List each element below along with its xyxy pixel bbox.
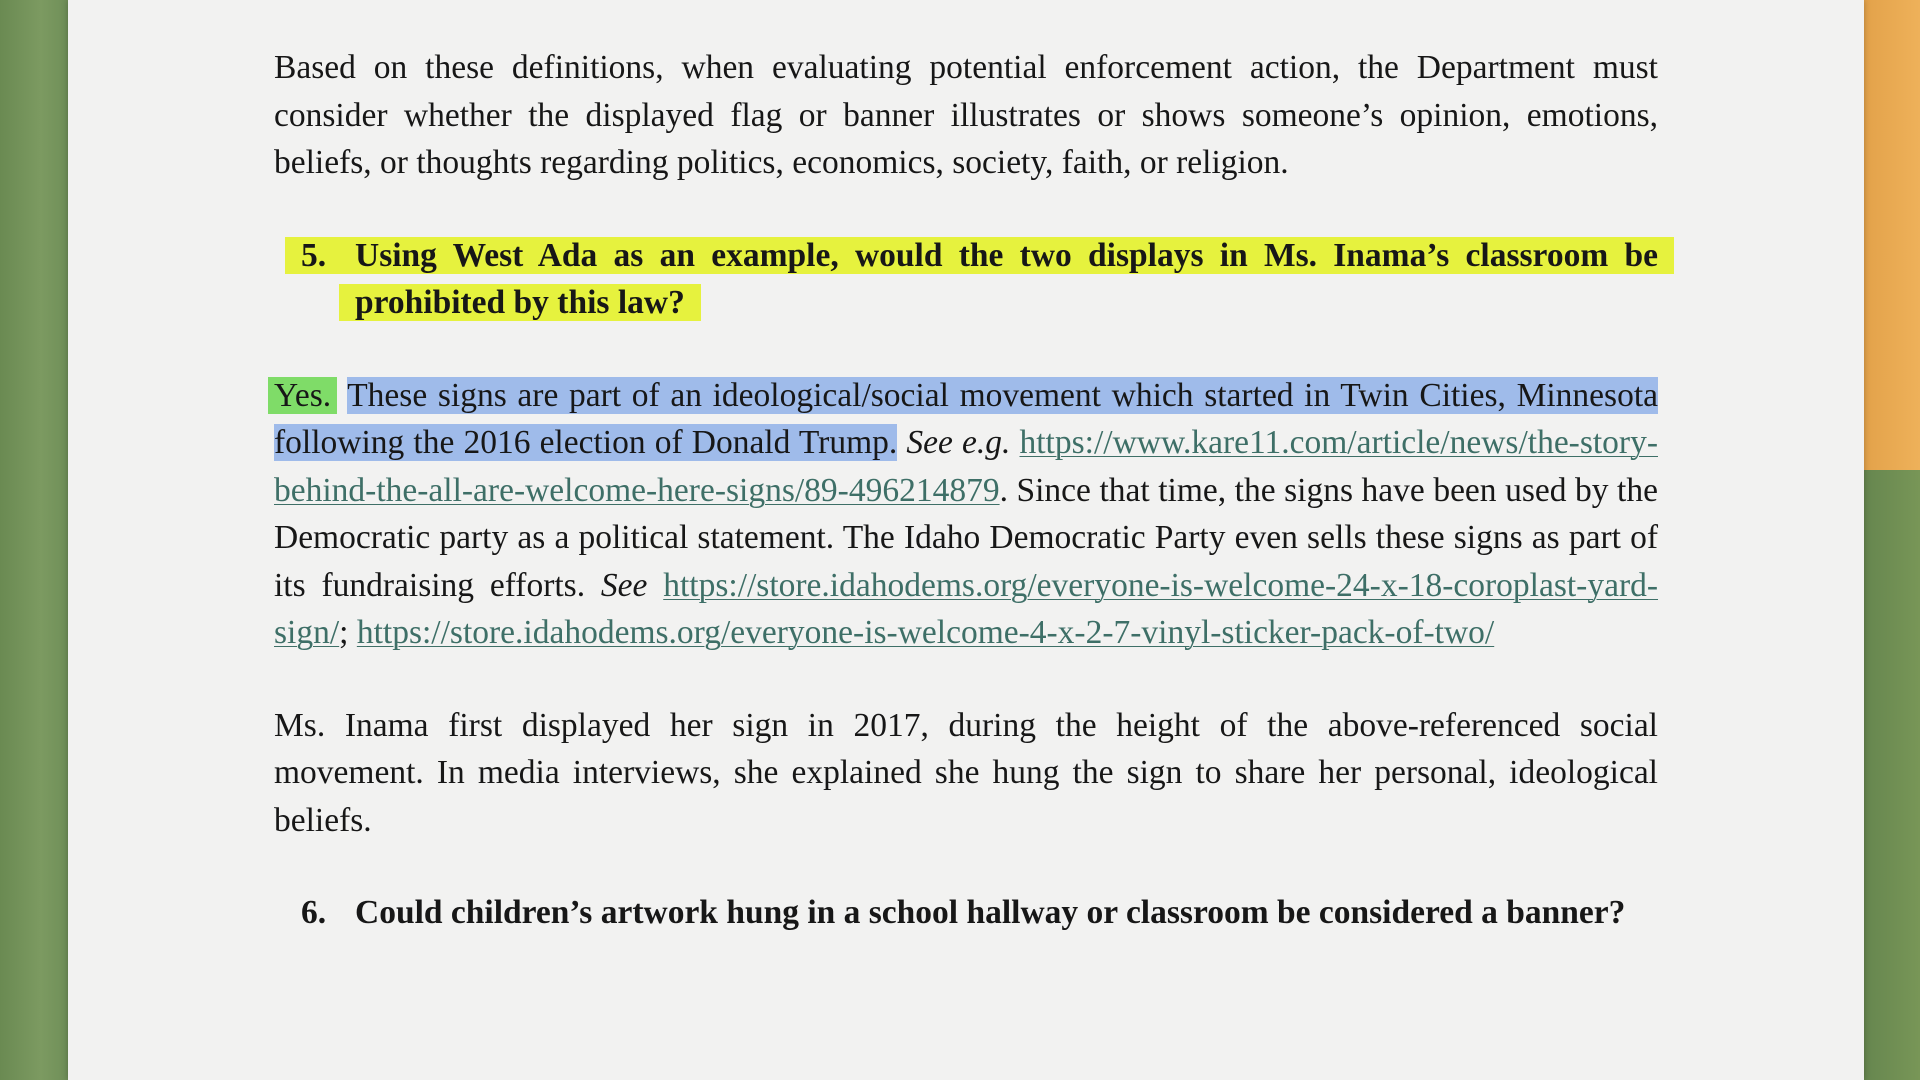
question-5-highlight: Using West Ada as an example, would the two displays in Ms. Inama’s classroom be prohibited by this law? [355, 236, 1658, 321]
answer-continuation: . Since that time, the signs have been used by the Democratic party as a political statement. The Idaho Democratic Party even sells these signs as part of its fundraising efforts. [274, 471, 1658, 604]
see-eg: See e.g. [906, 424, 1011, 461]
background-right-orange [1864, 0, 1920, 470]
question-5 [274, 232, 1658, 327]
question-6-text: Could children’s artwork hung in a school hallway or classroom be considered a banner? [355, 894, 1626, 931]
kare11-link[interactable]: https://www.kare11.com/article/news/the-story-behind-the-all-are-welcome-here-signs/89-496214879 [274, 424, 1658, 509]
answer-paragraph [274, 372, 1658, 657]
background-left-green [0, 0, 68, 1080]
document-content [274, 44, 1658, 937]
answer-yes: Yes. [268, 377, 337, 414]
idahodems-sticker-link[interactable]: https://store.idahodems.org/everyone-is-welcome-4-x-2-7-vinyl-sticker-pack-of-two/ [356, 614, 1495, 651]
paragraph-inama: Ms. Inama first displayed her sign in 2017, during the height of the above-referenced social movement. In media interviews, she explained she hung the sign to share her personal, ideological beliefs. [274, 706, 1658, 839]
question-5-number: 5. [301, 236, 327, 274]
question-6 [274, 889, 1658, 937]
semicolon: ; [339, 614, 349, 651]
question-5-text [355, 232, 1658, 327]
answer-highlighted-text: These signs are part of an ideological/social movement which started in Twin Cities, Minnesota following the 2016 election of Donald Trump. [274, 376, 1658, 461]
paragraph-definitions: Based on these definitions, when evaluating potential enforcement action, the Department must consider whether the displayed flag or banner illustrates or shows someone’s opinion, emotions, beliefs, or thoughts regarding politics, economics, society, faith, or religion. [274, 49, 1658, 181]
background-right-green [1864, 470, 1920, 1080]
question-6-number: 6. [301, 894, 327, 931]
document-page [68, 0, 1864, 1080]
see: See [600, 566, 648, 604]
idahodems-yard-sign-link[interactable]: https://store.idahodems.org/everyone-is-welcome-24-x-18-coroplast-yard-sign/ [274, 566, 1659, 651]
